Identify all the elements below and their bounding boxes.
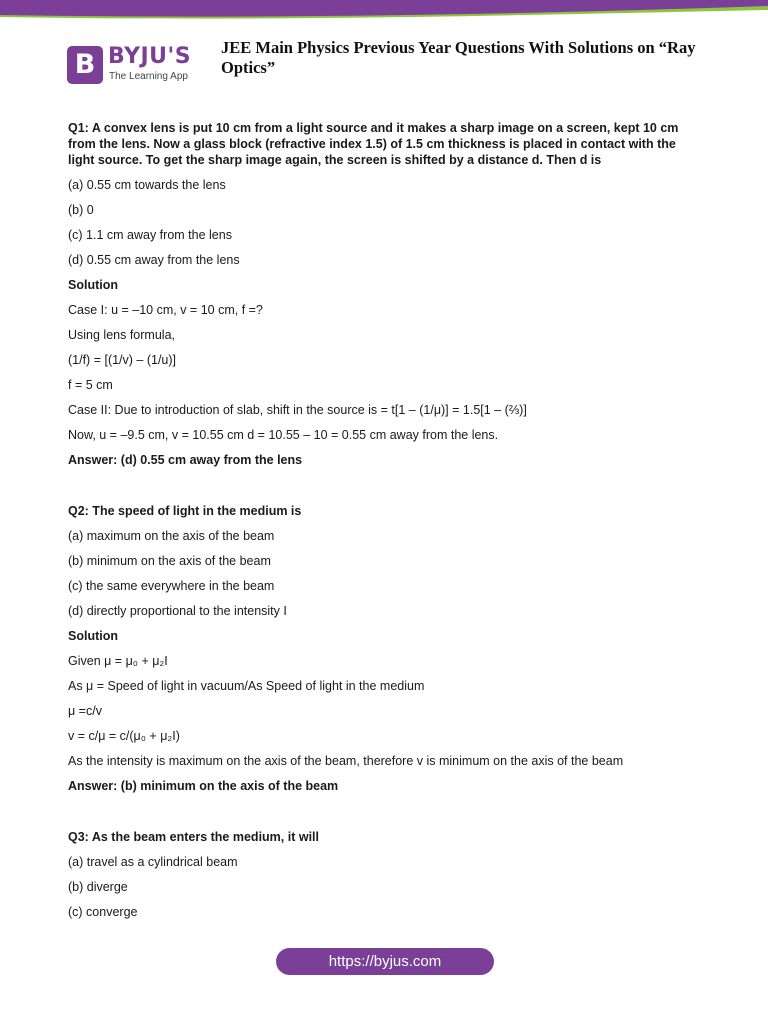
q2-solution-label: Solution xyxy=(68,629,118,643)
byjus-logo xyxy=(67,44,207,88)
logo-tagline: The Learning App xyxy=(109,71,188,82)
document-title: JEE Main Physics Previous Year Questions With Solutions on “Ray Optics” xyxy=(221,38,696,77)
q2-option-b: (b) minimum on the axis of the beam xyxy=(68,554,271,568)
q2-solution-line: μ =c/v xyxy=(68,704,102,718)
q2-answer: Answer: (b) minimum on the axis of the beam xyxy=(68,779,339,793)
document-body xyxy=(68,120,698,920)
website-link-button[interactable]: https://byjus.com xyxy=(276,948,494,975)
q2-option-c: (c) the same everywhere in the beam xyxy=(68,579,275,593)
question-1-title: Q1: A convex lens is put 10 cm from a light source and it makes a sharp image on a screen, kept 10 cm from the lens. Now a glass block (refractive index 1.5) of 1.5 cm thickness is placed in contact with the light source. To get the sharp image again, the screen is shifted by a distance d. Then d is xyxy=(68,121,679,167)
q2-option-d: (d) directly proportional to the intensity I xyxy=(68,604,287,618)
q2-option-a: (a) maximum on the axis of the beam xyxy=(68,529,275,543)
q1-option-d: (d) 0.55 cm away from the lens xyxy=(68,253,240,267)
q1-solution-line: Now, u = –9.5 cm, v = 10.55 cm d = 10.55 – 10 = 0.55 cm away from the lens. xyxy=(68,428,499,442)
top-decorative-band xyxy=(0,0,768,30)
q1-solution-line: Using lens formula, xyxy=(68,328,175,342)
q2-solution-line: v = c/μ = c/(μ₀ + μ₂I) xyxy=(68,729,180,743)
question-2-title: Q2: The speed of light in the medium is xyxy=(68,504,302,518)
q2-solution-line: Given μ = μ₀ + μ₂I xyxy=(68,654,168,668)
q1-solution-label: Solution xyxy=(68,278,118,292)
q1-solution-line: Case II: Due to introduction of slab, shift in the source is = t[1 – (1/μ)] = 1.5[1 – (⅔)] xyxy=(68,403,527,417)
q1-solution-line: Case I: u = –10 cm, v = 10 cm, f =? xyxy=(68,303,263,317)
q2-solution-line: As the intensity is maximum on the axis of the beam, therefore v is minimum on the axis of the beam xyxy=(68,754,624,768)
q3-option-b: (b) diverge xyxy=(68,880,128,894)
logo-letter: B xyxy=(74,49,96,80)
q1-solution-line: (1/f) = [(1/v) – (1/u)] xyxy=(68,353,177,367)
q1-option-b: (b) 0 xyxy=(68,203,94,217)
q1-option-a: (a) 0.55 cm towards the lens xyxy=(68,178,226,192)
q1-answer: Answer: (d) 0.55 cm away from the lens xyxy=(68,453,303,467)
q3-option-c: (c) converge xyxy=(68,905,138,919)
q1-option-c: (c) 1.1 cm away from the lens xyxy=(68,228,232,242)
logo-wordmark: BYJU'S xyxy=(108,44,192,69)
q2-solution-line: As μ = Speed of light in vacuum/As Speed of light in the medium xyxy=(68,679,425,693)
q1-solution-line: f = 5 cm xyxy=(68,378,113,392)
q3-option-a: (a) travel as a cylindrical beam xyxy=(68,855,238,869)
question-3-title: Q3: As the beam enters the medium, it will xyxy=(68,830,319,844)
